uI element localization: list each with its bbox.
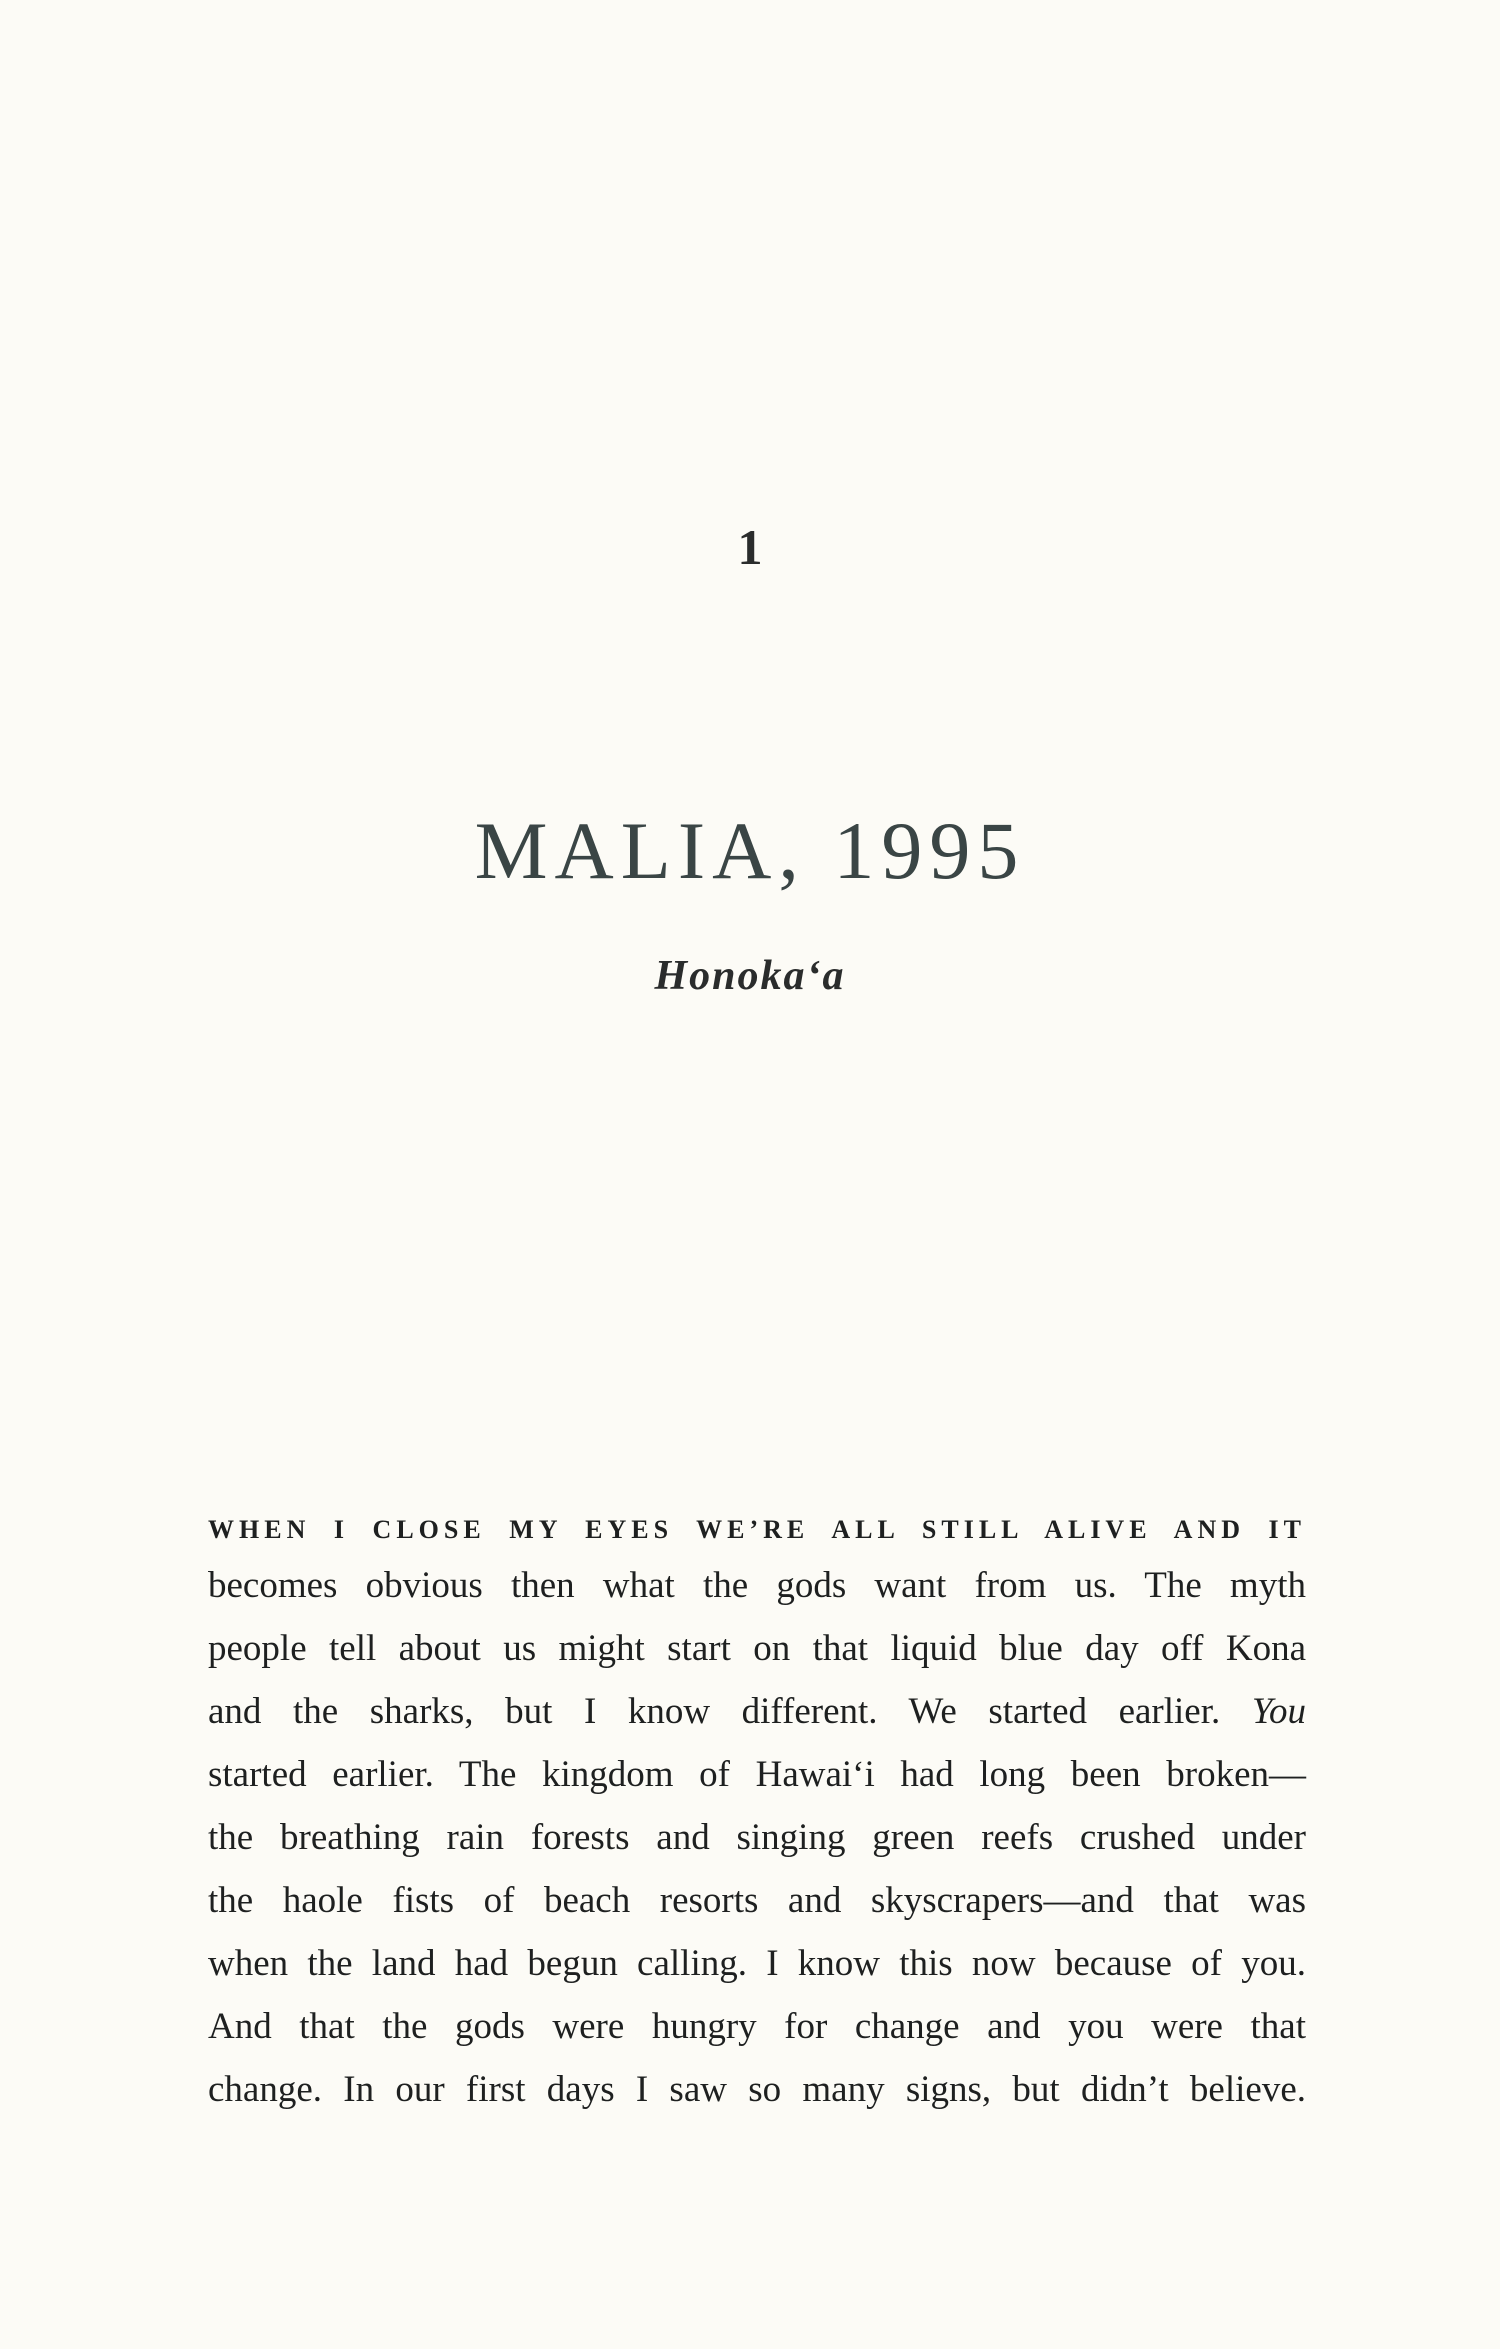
opening-smallcaps-line: WHEN I CLOSE MY EYES WE’RE ALL STILL ALIVE AND IT (208, 1515, 1306, 1544)
paragraph-line: people tell about us might start on that liquid blue day off Kona (208, 1628, 1306, 1669)
chapter-title: MALIA, 1995 (474, 805, 1026, 896)
chapter-subtitle: Honoka‘a (654, 953, 846, 999)
paragraph-line: And that the gods were hungry for change and you were that (208, 2006, 1306, 2047)
italic-word: You (1251, 1691, 1306, 1732)
paragraph-line: the haole fists of beach resorts and skyscrapers—and that was (208, 1880, 1306, 1921)
line-text: and the sharks, but I know different. We started earlier. (208, 1691, 1252, 1732)
paragraph-line: when the land had begun calling. I know this now because of you. (208, 1943, 1306, 1984)
body-text (208, 1506, 1306, 2121)
paragraph-line (208, 1680, 1306, 1743)
paragraph-line: the breathing rain forests and singing green reefs crushed under (208, 1817, 1306, 1858)
chapter-number: 1 (737, 519, 763, 575)
paragraph-line: change. In our first days I saw so many signs, but didn’t believe. (208, 2069, 1306, 2110)
paragraph-line: started earlier. The kingdom of Hawai‘i had long been broken— (208, 1754, 1306, 1795)
paragraph-line: becomes obvious then what the gods want from us. The myth (208, 1565, 1306, 1606)
